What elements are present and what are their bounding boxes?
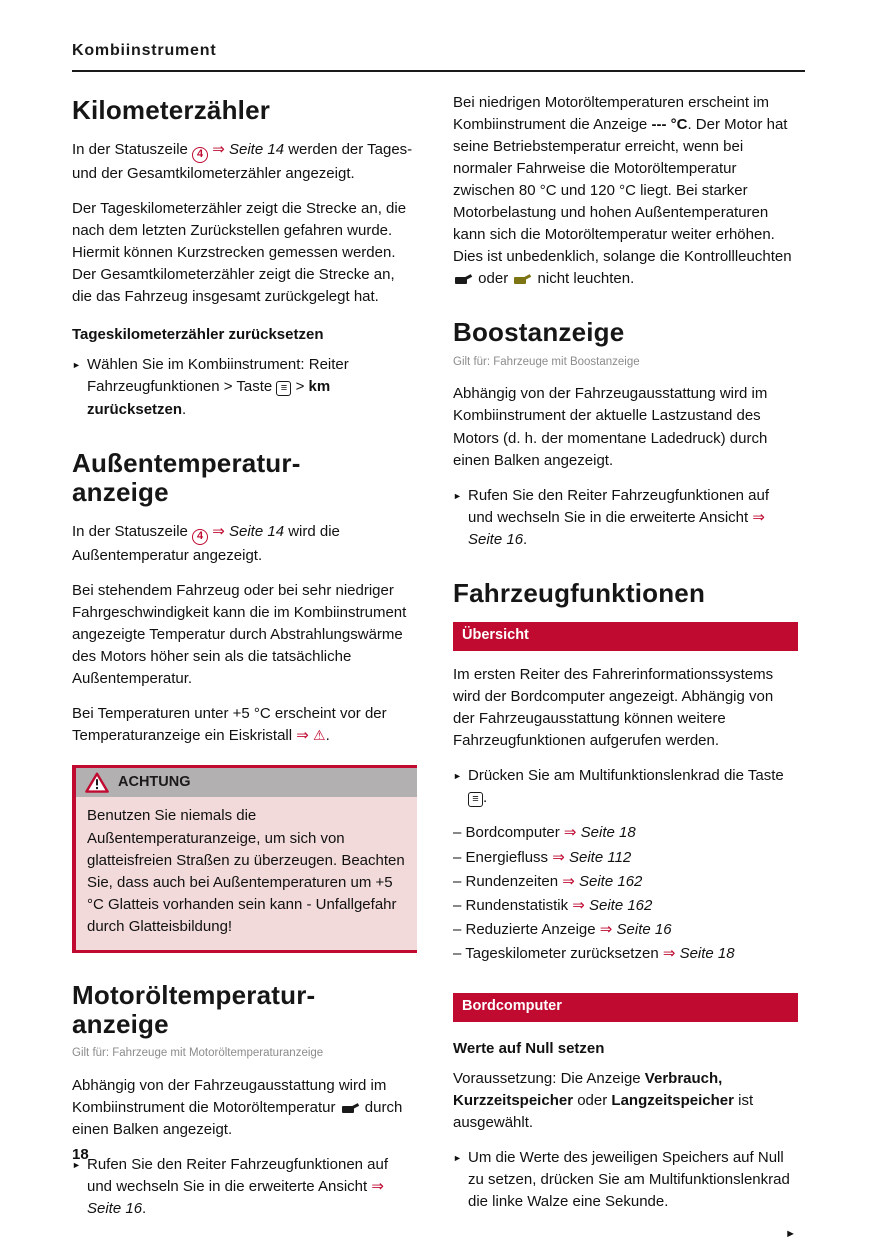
left-column bbox=[72, 92, 417, 1241]
text-segment: – Reduzierte Anzeige bbox=[453, 920, 600, 938]
paragraph: Bei stehendem Fahrzeug oder bei sehr niedriger Fahrgeschwindigkeit kann die im Kombiinstrument angezeigte Temperatur durch Abstrahlungswärme des Motors höher sein als die tatsächliche Außentemperatur. bbox=[72, 581, 407, 688]
text-segment: > bbox=[291, 378, 309, 396]
bullet-text bbox=[87, 354, 417, 420]
text-segment: Bei Temperaturen unter +5 °C erscheint vor der Temperaturanzeige ein Eiskristall bbox=[72, 705, 387, 745]
bullet-text bbox=[468, 765, 798, 809]
status-line-ref-badge: 4 bbox=[192, 529, 208, 545]
warning-box bbox=[72, 765, 417, 953]
bullet-item bbox=[72, 354, 417, 420]
page-reference: Seite 16 bbox=[612, 920, 672, 938]
text-segment: . bbox=[325, 727, 330, 745]
text-segment: In der Statuszeile bbox=[72, 522, 193, 540]
two-column-layout bbox=[72, 92, 805, 1241]
bullet-arrow-icon: ► bbox=[72, 360, 81, 371]
section-title-line: anzeige bbox=[72, 476, 169, 507]
text-segment: oder bbox=[474, 270, 513, 288]
warning-label: ACHTUNG bbox=[118, 774, 191, 791]
page-reference: Seite 14 bbox=[224, 522, 285, 540]
text-segment: . bbox=[523, 530, 528, 548]
section-title-motoroeltemperaturanzeige bbox=[72, 981, 417, 1039]
cross-ref-arrow-icon: ⇒ bbox=[662, 944, 676, 962]
page-reference: Seite 16 bbox=[468, 530, 524, 548]
oil-pressure-warning-icon bbox=[453, 272, 474, 285]
cross-ref-arrow-icon: ⇒ bbox=[562, 872, 575, 890]
warning-text: Benutzen Sie niemals die Außentemperaturanzeige, um sich von glatteisfreien Straßen zu überzeugen. Beachten Sie, dass auch bei Außentemperaturen um +5 °C Glatteis vorhanden sein kann - Unfallgefahr durch Glatteisbildung! bbox=[76, 797, 417, 949]
applies-note: Gilt für: Fahrzeuge mit Motoröltemperaturanzeige bbox=[72, 1046, 324, 1059]
paragraph: Im ersten Reiter des Fahrerinformationssystems wird der Bordcomputer angezeigt. Abhängig von der Fahrzeugausstattung können weitere Fahrzeugfunktionen aufgerufen werden. bbox=[453, 666, 774, 750]
warning-triangle-icon bbox=[85, 772, 109, 793]
page-reference: Seite 112 bbox=[564, 848, 632, 866]
menu-option-label: km zurücksetzen bbox=[87, 378, 331, 418]
page-reference: Seite 162 bbox=[574, 872, 643, 890]
text-segment: wird die Außentemperatur angezeigt. bbox=[72, 522, 340, 564]
cross-ref-arrow-icon: ⇒ bbox=[296, 727, 309, 745]
text-segment: --- °C bbox=[651, 116, 688, 134]
cross-ref-arrow-icon: ⇒ bbox=[599, 920, 613, 938]
list-item bbox=[453, 895, 798, 917]
subsection-banner-uebersicht: Übersicht bbox=[453, 622, 798, 651]
bullet-arrow-icon: ► bbox=[453, 771, 462, 782]
header-divider bbox=[72, 70, 805, 72]
display-mode-label: Langzeitspeicher bbox=[611, 1092, 734, 1110]
reference-list bbox=[453, 822, 798, 964]
page-reference: Seite 18 bbox=[675, 944, 735, 962]
section-title-aussentemperaturanzeige bbox=[72, 449, 417, 507]
cross-ref-arrow-icon: ⇒ bbox=[572, 896, 585, 914]
list-item bbox=[453, 943, 798, 965]
bullet-item bbox=[453, 1147, 798, 1213]
warning-header bbox=[76, 768, 417, 797]
oil-temperature-icon bbox=[340, 1101, 361, 1114]
right-column bbox=[453, 92, 798, 1241]
page-reference: Seite 18 bbox=[576, 824, 636, 842]
paragraph: Abhängig von der Fahrzeugausstattung wird im Kombiinstrument der aktuelle Lastzustand des Motors (d. h. der momentane Ladedruck) durch einen Balken angezeigt. bbox=[453, 385, 768, 469]
cross-ref-arrow-icon: ⇒ bbox=[371, 1178, 384, 1196]
text-segment: Abhängig von der Fahrzeugausstattung wird im Kombiinstrument die Motoröltemperatur bbox=[72, 1076, 387, 1116]
text-segment: In der Statuszeile bbox=[72, 141, 193, 159]
subheading: Tageskilometerzähler zurücksetzen bbox=[72, 326, 324, 344]
text-segment: Bei niedrigen Motoröltemperaturen erscheint im Kombiinstrument die Anzeige bbox=[453, 94, 769, 134]
text-segment: . Der Motor hat seine Betriebstemperatur erreicht, wenn bei normaler Fahrweise die Motoröltemperatur zwischen 80 °C und 120 °C liegt. Bei starker Motorbelastung und hohen Außentemperaturen kann sich die Motoröltemperatur weiter erhöhen. Dies ist unbedenklich, solange die Kontrollleuchten bbox=[453, 116, 792, 266]
oil-level-warning-icon bbox=[512, 272, 533, 285]
paragraph bbox=[72, 139, 417, 185]
text-segment: Wählen Sie im Kombiinstrument: Reiter Fahrzeugfunktionen > Taste bbox=[87, 356, 349, 396]
running-header bbox=[72, 42, 805, 60]
cross-ref-arrow-icon: ⇒ bbox=[563, 824, 577, 842]
page-reference: Seite 14 bbox=[224, 141, 285, 159]
multifunction-key-icon: ≡ bbox=[276, 381, 291, 396]
paragraph bbox=[453, 92, 798, 290]
section-title-line: Außentemperatur- bbox=[72, 447, 301, 478]
text-segment: – Energiefluss bbox=[453, 848, 553, 866]
display-mode-label: Verbrauch, Kurzzeitspeicher bbox=[453, 1070, 723, 1110]
paragraph bbox=[453, 1068, 798, 1134]
text-segment: Um die Werte des jeweiligen Speichers auf Null zu setzen, drücken Sie am Multifunktionslenkrad die linke Walze eine Sekunde. bbox=[468, 1149, 790, 1211]
page-number: 18 bbox=[72, 1146, 89, 1163]
subheading: Werte auf Null setzen bbox=[453, 1040, 605, 1058]
status-line-ref-badge: 4 bbox=[192, 147, 208, 163]
text-segment: Rufen Sie den Reiter Fahrzeugfunktionen auf und wechseln Sie in die erweiterte Ansicht bbox=[87, 1156, 389, 1196]
section-title-line: anzeige bbox=[72, 1008, 169, 1039]
list-item bbox=[453, 847, 798, 869]
bullet-arrow-icon: ► bbox=[453, 1153, 462, 1164]
text-segment: – Rundenstatistik bbox=[453, 896, 573, 914]
list-item bbox=[453, 871, 798, 893]
text-segment: Drücken Sie am Multifunktionslenkrad die Taste bbox=[468, 767, 784, 785]
section-title-line: Motoröltemperatur- bbox=[72, 979, 316, 1010]
cross-ref-arrow-icon: ⇒ bbox=[212, 522, 225, 540]
cross-ref-arrow-icon: ⇒ bbox=[552, 848, 565, 866]
list-item bbox=[453, 822, 798, 844]
chapter-title: Kombiinstrument bbox=[72, 42, 217, 59]
cross-ref-arrow-icon: ⇒ bbox=[212, 141, 225, 159]
paragraph bbox=[72, 703, 417, 747]
text-segment: – Rundenzeiten bbox=[453, 872, 563, 890]
page-reference: Seite 16 bbox=[87, 1200, 143, 1218]
multifunction-key-icon: ≡ bbox=[468, 792, 483, 807]
bullet-arrow-icon: ► bbox=[72, 1160, 81, 1171]
list-item bbox=[453, 919, 798, 941]
text-segment: – Bordcomputer bbox=[453, 824, 564, 842]
paragraph bbox=[72, 521, 417, 567]
applies-note: Gilt für: Fahrzeuge mit Boostanzeige bbox=[453, 355, 640, 368]
section-title-boostanzeige: Boostanzeige bbox=[453, 317, 625, 348]
text-segment: . bbox=[182, 400, 187, 418]
bullet-text bbox=[468, 485, 798, 551]
text-segment: . bbox=[483, 789, 488, 807]
bullet-arrow-icon: ► bbox=[453, 490, 462, 501]
bullet-item bbox=[72, 1154, 417, 1220]
paragraph: Der Tageskilometerzähler zeigt die Strecke an, die nach dem letzten Zurückstellen gefahren wurde. Hiermit können Kurzstrecken gemessen werden. Der Gesamtkilometerzähler zeigt die Strecke an, die das Fahrzeug insgesamt zurückgelegt hat. bbox=[72, 200, 407, 306]
text-segment: nicht leuchten. bbox=[533, 270, 635, 288]
text-segment: – Tageskilometer zurücksetzen bbox=[453, 944, 663, 962]
bullet-item bbox=[453, 765, 798, 809]
continuation-arrow bbox=[453, 1226, 798, 1241]
section-title-kilometerzaehler: Kilometerzähler bbox=[72, 95, 271, 125]
bullet-item bbox=[453, 485, 798, 551]
text-segment: Voraussetzung: Die Anzeige bbox=[453, 1070, 645, 1088]
text-segment: Rufen Sie den Reiter Fahrzeugfunktionen auf und wechseln Sie in die erweiterte Ansicht bbox=[468, 486, 770, 526]
text-segment: oder bbox=[573, 1092, 612, 1110]
continuation-arrow-icon: ► bbox=[785, 1228, 796, 1241]
text-segment: werden der Tages- und der Gesamtkilometerzähler angezeigt. bbox=[72, 141, 413, 183]
bullet-text bbox=[468, 1147, 798, 1213]
bullet-text bbox=[87, 1154, 417, 1220]
text-segment: . bbox=[142, 1200, 147, 1218]
paragraph bbox=[72, 1075, 417, 1141]
warning-triangle-ref-icon: ⚠ bbox=[313, 727, 326, 744]
section-title-fahrzeugfunktionen: Fahrzeugfunktionen bbox=[453, 577, 706, 608]
text-segment: ist ausgewählt. bbox=[453, 1092, 754, 1132]
subsection-banner-bordcomputer: Bordcomputer bbox=[453, 993, 798, 1022]
cross-ref-arrow-icon: ⇒ bbox=[752, 508, 765, 526]
page-reference: Seite 162 bbox=[584, 896, 653, 914]
text-segment: durch einen Balken angezeigt. bbox=[72, 1098, 403, 1138]
